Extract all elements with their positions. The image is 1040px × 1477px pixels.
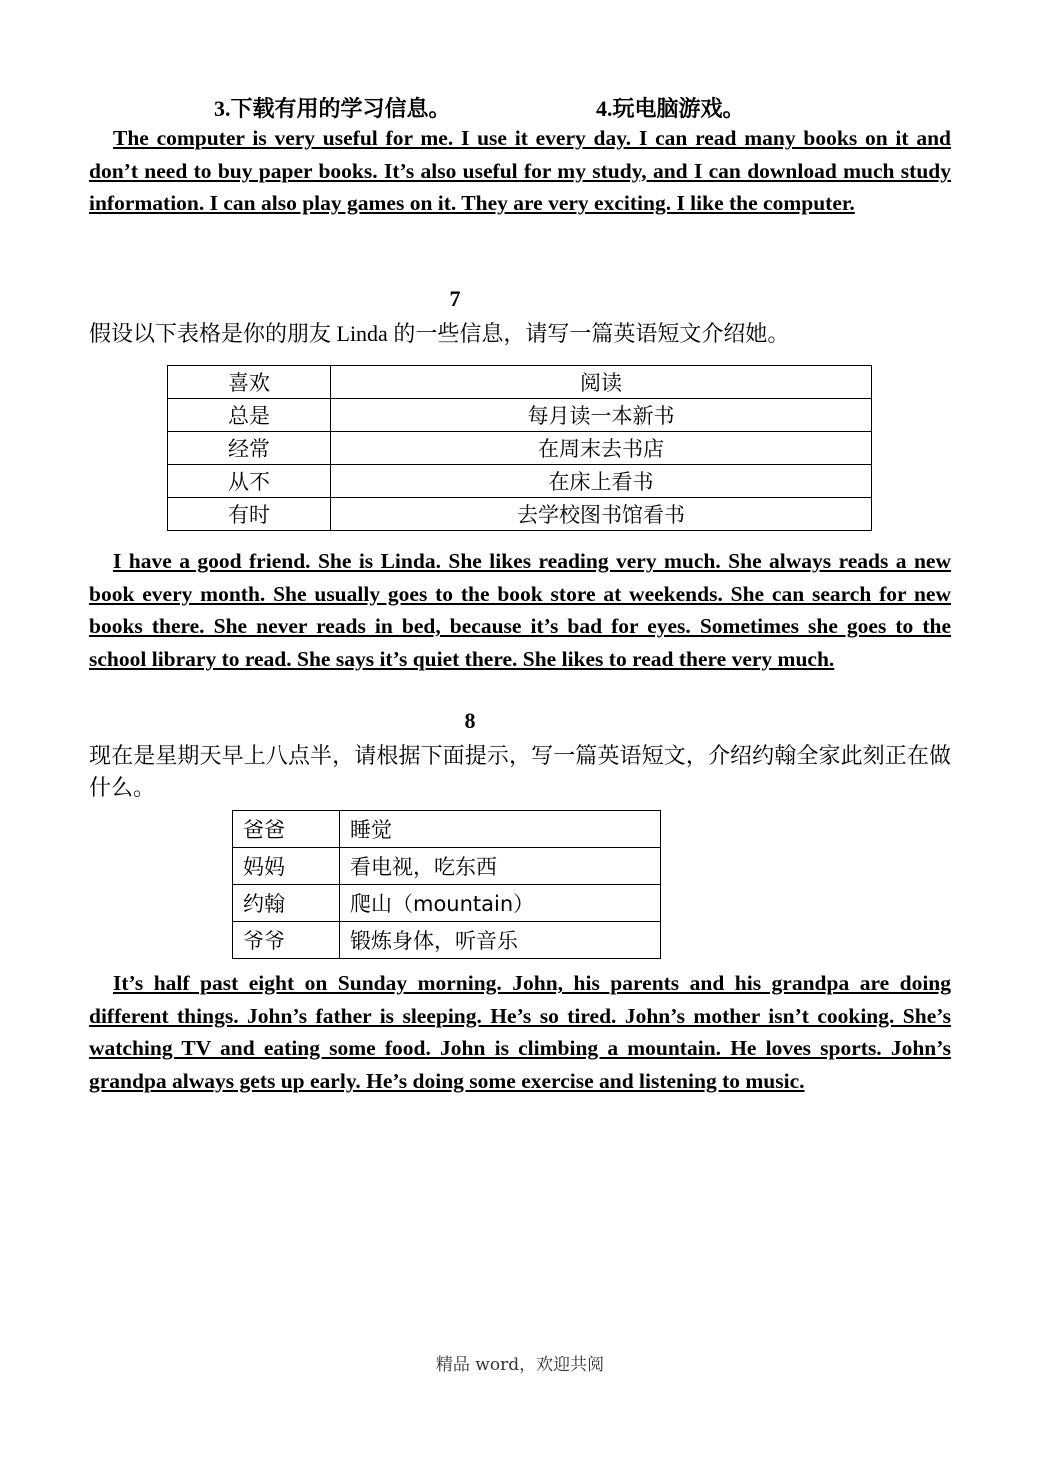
- linda-info-table: [167, 365, 872, 531]
- table-cell: 锻炼身体，听音乐: [340, 922, 661, 959]
- prompt-8: 现在是星期天早上八点半，请根据下面提示，写一篇英语短文，介绍约翰全家此刻正在做什么。: [89, 743, 951, 800]
- table-row: [168, 399, 872, 432]
- table-row: [233, 811, 661, 848]
- table-cell: 在周末去书店: [331, 432, 872, 465]
- table-cell: 妈妈: [233, 848, 340, 885]
- table-cell: 爸爸: [233, 811, 340, 848]
- table-cell: 去学校图书馆看书: [331, 498, 872, 531]
- table-row: [233, 848, 661, 885]
- table-row: [168, 498, 872, 531]
- hint-line: [0, 92, 1040, 122]
- essay-linda: [89, 545, 951, 675]
- table-cell: 爬山（mountain）: [340, 885, 661, 922]
- essay-john: [89, 967, 951, 1097]
- john-family-table: [232, 810, 661, 959]
- table-cell: 睡觉: [340, 811, 661, 848]
- table-cell: 爷爷: [233, 922, 340, 959]
- essay-computer-text: The computer is very useful for me. I use it every day. I can read many books on it and don’t need to buy paper books. It’s also useful for my study, and I can download much study information. I can also play games on it. They are very exciting. I like the computer.: [89, 126, 951, 216]
- hint-4: 4.玩电脑游戏。: [596, 96, 745, 121]
- table-cell: 在床上看书: [331, 465, 872, 498]
- table-cell: 约翰: [233, 885, 340, 922]
- table-cell: 有时: [168, 498, 331, 531]
- prompt-7: 假设以下表格是你的朋友 Linda 的一些信息，请写一篇英语短文介绍她。: [89, 321, 790, 346]
- table-cell: 喜欢: [168, 366, 331, 399]
- page-footer: 精品 word，欢迎共阅: [435, 1355, 605, 1375]
- essay-linda-text: I have a good friend. She is Linda. She likes reading very much. She always reads a new book every month. She usually goes to the book store at weekends. She can search for new books there. She never reads in bed, because it’s bad for eyes. Sometimes she goes to the school library to read. She says it’s quiet there. She likes to read there very much.: [89, 549, 951, 671]
- essay-computer: [89, 122, 951, 220]
- table-row: [168, 432, 872, 465]
- table-cell: 总是: [168, 399, 331, 432]
- table-cell: 每月读一本新书: [331, 399, 872, 432]
- table-row: [233, 885, 661, 922]
- essay-john-text: It’s half past eight on Sunday morning. John, his parents and his grandpa are doing different things. John’s father is sleeping. He’s so tired. John’s mother isn’t cooking. She’s watching TV and eating some food. John is climbing a mountain. He loves sports. John’s grandpa always gets up early. He’s doing some exercise and listening to music.: [89, 971, 951, 1093]
- table-row: [233, 922, 661, 959]
- table-cell: 看电视，吃东西: [340, 848, 661, 885]
- question-number-7: 7: [449, 286, 461, 311]
- question-number-8: 8: [464, 708, 476, 733]
- table-cell: 阅读: [331, 366, 872, 399]
- table-row: [168, 465, 872, 498]
- table-cell: 经常: [168, 432, 331, 465]
- hint-3: 3.下载有用的学习信息。: [214, 96, 451, 121]
- table-row: [168, 366, 872, 399]
- table-cell: 从不: [168, 465, 331, 498]
